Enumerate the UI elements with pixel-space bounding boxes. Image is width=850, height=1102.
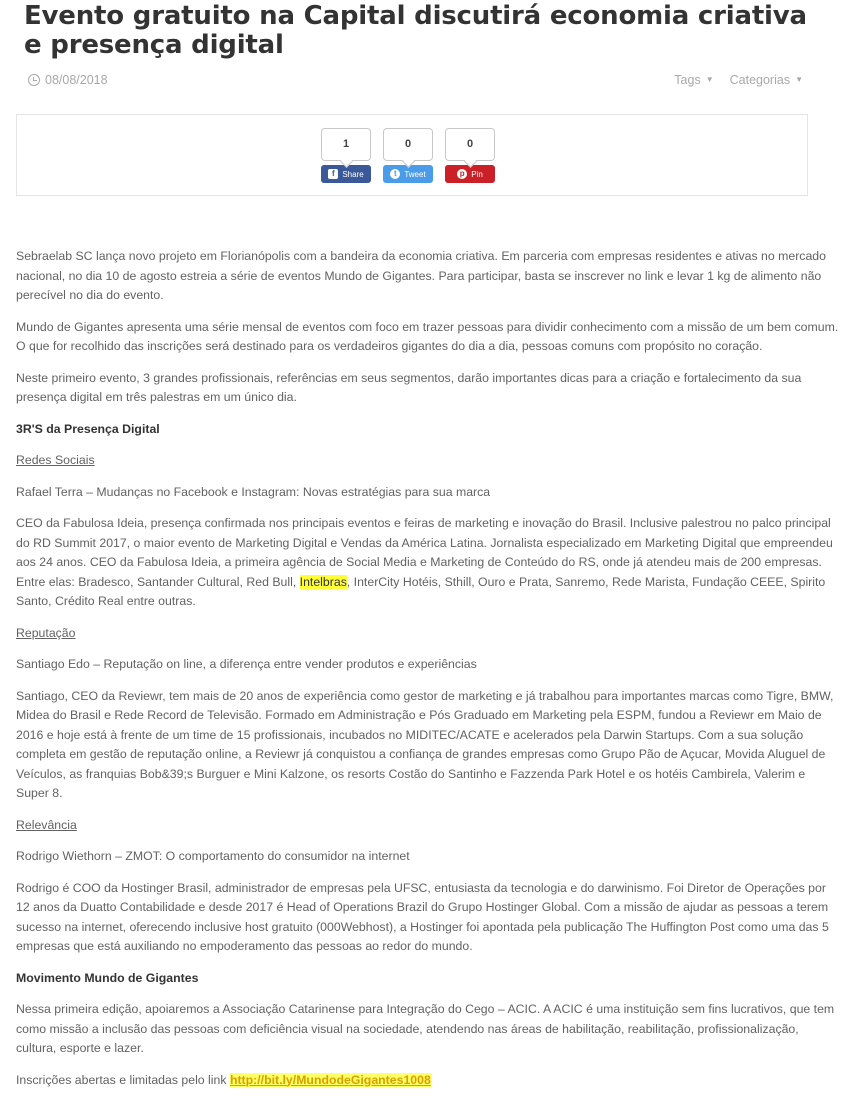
paragraph: Neste primeiro evento, 3 grandes profissionais, referências em seus segmentos, darão importantes dicas para a criação e fortalecimento da sua presença digital em três palestras em um único dia. bbox=[16, 370, 802, 404]
talk-title: Santiago Edo – Reputação on line, a diferença entre vender produtos e experiências bbox=[16, 657, 477, 671]
article-meta bbox=[28, 73, 808, 91]
date-text: 08/08/2018 bbox=[45, 73, 108, 87]
article-body bbox=[16, 247, 840, 1102]
caret-down-icon: ▼ bbox=[795, 75, 803, 84]
twitter-icon: t bbox=[390, 169, 400, 179]
paragraph: Rodrigo é COO da Hostinger Brasil, administrador de empresas pela UFSC, entusiasta da tecnologia e do darwinismo. Foi Diretor de Operações por 12 anos da Duatto Contabilidade e desde 2017 é Head of Operations Brazil do Grupo Hostinger Global. Com a missão de ajudar as pessoas a terem sucesso na internet, oferecendo inclusive host gratuito (000Webhost), a Hostinger foi apontada pela publicação The Huffington Post como uma das 5 empresas que está auxiliando no empoderamento das pessoas ao redor do mundo. bbox=[16, 880, 829, 953]
facebook-share-button[interactable]: f Share bbox=[321, 165, 371, 183]
paragraph: Mundo de Gigantes apresenta uma série mensal de eventos com foco em trazer pessoas para dividir conhecimento com a missão de um bem comum. O que for recolhido das inscrições será destinado para os verdadeiros gigantes do dia a dia, pessoas comuns com propósito no coração. bbox=[16, 319, 839, 353]
tags-dropdown[interactable]: Tags ▼ bbox=[674, 73, 714, 87]
highlighted-term: Intelbras bbox=[299, 574, 347, 589]
facebook-icon: f bbox=[328, 169, 338, 179]
subheading-redes-sociais: Redes Sociais bbox=[16, 453, 95, 467]
twitter-share-count: 0 bbox=[383, 128, 433, 161]
pin-button[interactable]: p Pin bbox=[445, 165, 495, 183]
meta-links bbox=[674, 73, 803, 87]
paragraph: CEO da Fabulosa Ideia, presença confirmada nos principais eventos e feiras de marketing e inovação do Brasil. Inclusive palestrou no palco principal do RD Summit 2017, o maior evento de Marketing Digital e Vendas da América Latina. Jornalista especializado em Marketing Digital que empreendeu aos 24 anos. CEO da Fabulosa Ideia, a primeira agência de Social Media e Marketing de Conteúdo do RS, onde já atendeu mais de 200 empresas. Entre elas: Bradesco, Santander Cultural, Red Bull, Intelbras, InterCity Hotéis, Sthill, Ouro e Prata, Sanremo, Rede Marista, Fundação CEEE, Spirito Santo, Crédito Real entre outras. bbox=[16, 516, 833, 608]
paragraph: Nessa primeira edição, apoiaremos a Associação Catarinense para Integração do Cego – ACIC. A ACIC é uma instituição sem fins lucrativos, que tem como missão a inclusão das pessoas com deficiência visual na sociedade, atendendo nas áreas de habilitação, reabilitação, profissionalização, cultura, esporte e lazer. bbox=[16, 1002, 835, 1055]
clock-icon bbox=[28, 74, 40, 86]
subheading-reputacao: Reputação bbox=[16, 625, 76, 640]
paragraph: Inscrições abertas e limitadas pelo link http://bit.ly/MundodeGigantes1008 bbox=[16, 1072, 431, 1087]
subheading-relevancia: Relevância bbox=[16, 817, 77, 832]
twitter-share bbox=[383, 128, 433, 183]
article-title: Evento gratuito na Capital discutirá economia criativa e presença digital bbox=[24, 1, 807, 60]
share-box bbox=[16, 114, 808, 196]
categories-dropdown[interactable]: Categorias ▼ bbox=[729, 73, 803, 87]
pinterest-share bbox=[445, 128, 495, 183]
facebook-share-count: 1 bbox=[321, 128, 371, 161]
section-heading: 3R'S da Presença Digital bbox=[16, 421, 160, 436]
talk-title: Rodrigo Wiethorn – ZMOT: O comportamento do consumidor na internet bbox=[16, 849, 410, 863]
post-date bbox=[28, 73, 108, 87]
paragraph: Santiago, CEO da Reviewr, tem mais de 20 anos de experiência como gestor de marketing e já trabalhou para importantes marcas como Tigre, BMW, Midea do Brasil e Rede Record de Televisão. Formado em Administração e Pós Graduado em Marketing pela ESPM, fundou a Reviewr em Maio de 2016 e hoje está à frente de um time de 15 profissionais, incubados no MIDITEC/ACATE e acelerados pela Darwin Startups. Com a sua solução completa em gestão de reputação online, a Reviewr já conquistou a confiança de grandes empresas como Grupo Pão de Açucar, Movida Aluguel de Veículos, as franquias Bob&39;s Burguer e Mini Kalzone, os resorts Costão do Santinho e Fazzenda Park Hotel e os hotéis Cambirela, Valerim e Super 8. bbox=[16, 688, 834, 800]
paragraph: Sebraelab SC lança novo projeto em Florianópolis com a bandeira da economia criativa. Em parceria com empresas residentes e ativas no mercado nacional, no dia 10 de agosto estreia a série de eventos Mundo de Gigantes. Para participar, basta se inscrever no link e levar 1 kg de alimento não perecível no dia do evento. bbox=[16, 249, 826, 302]
section-heading: Movimento Mundo de Gigantes bbox=[16, 970, 199, 985]
pinterest-share-count: 0 bbox=[445, 128, 495, 161]
talk-title: Rafael Terra – Mudanças no Facebook e Instagram: Novas estratégias para sua marca bbox=[16, 484, 491, 499]
pinterest-icon: p bbox=[457, 169, 467, 179]
tweet-button[interactable]: t Tweet bbox=[383, 165, 433, 183]
facebook-share bbox=[321, 128, 371, 183]
registration-link[interactable]: http://bit.ly/MundodeGigantes1008 bbox=[229, 1072, 431, 1087]
caret-down-icon: ▼ bbox=[705, 75, 714, 84]
